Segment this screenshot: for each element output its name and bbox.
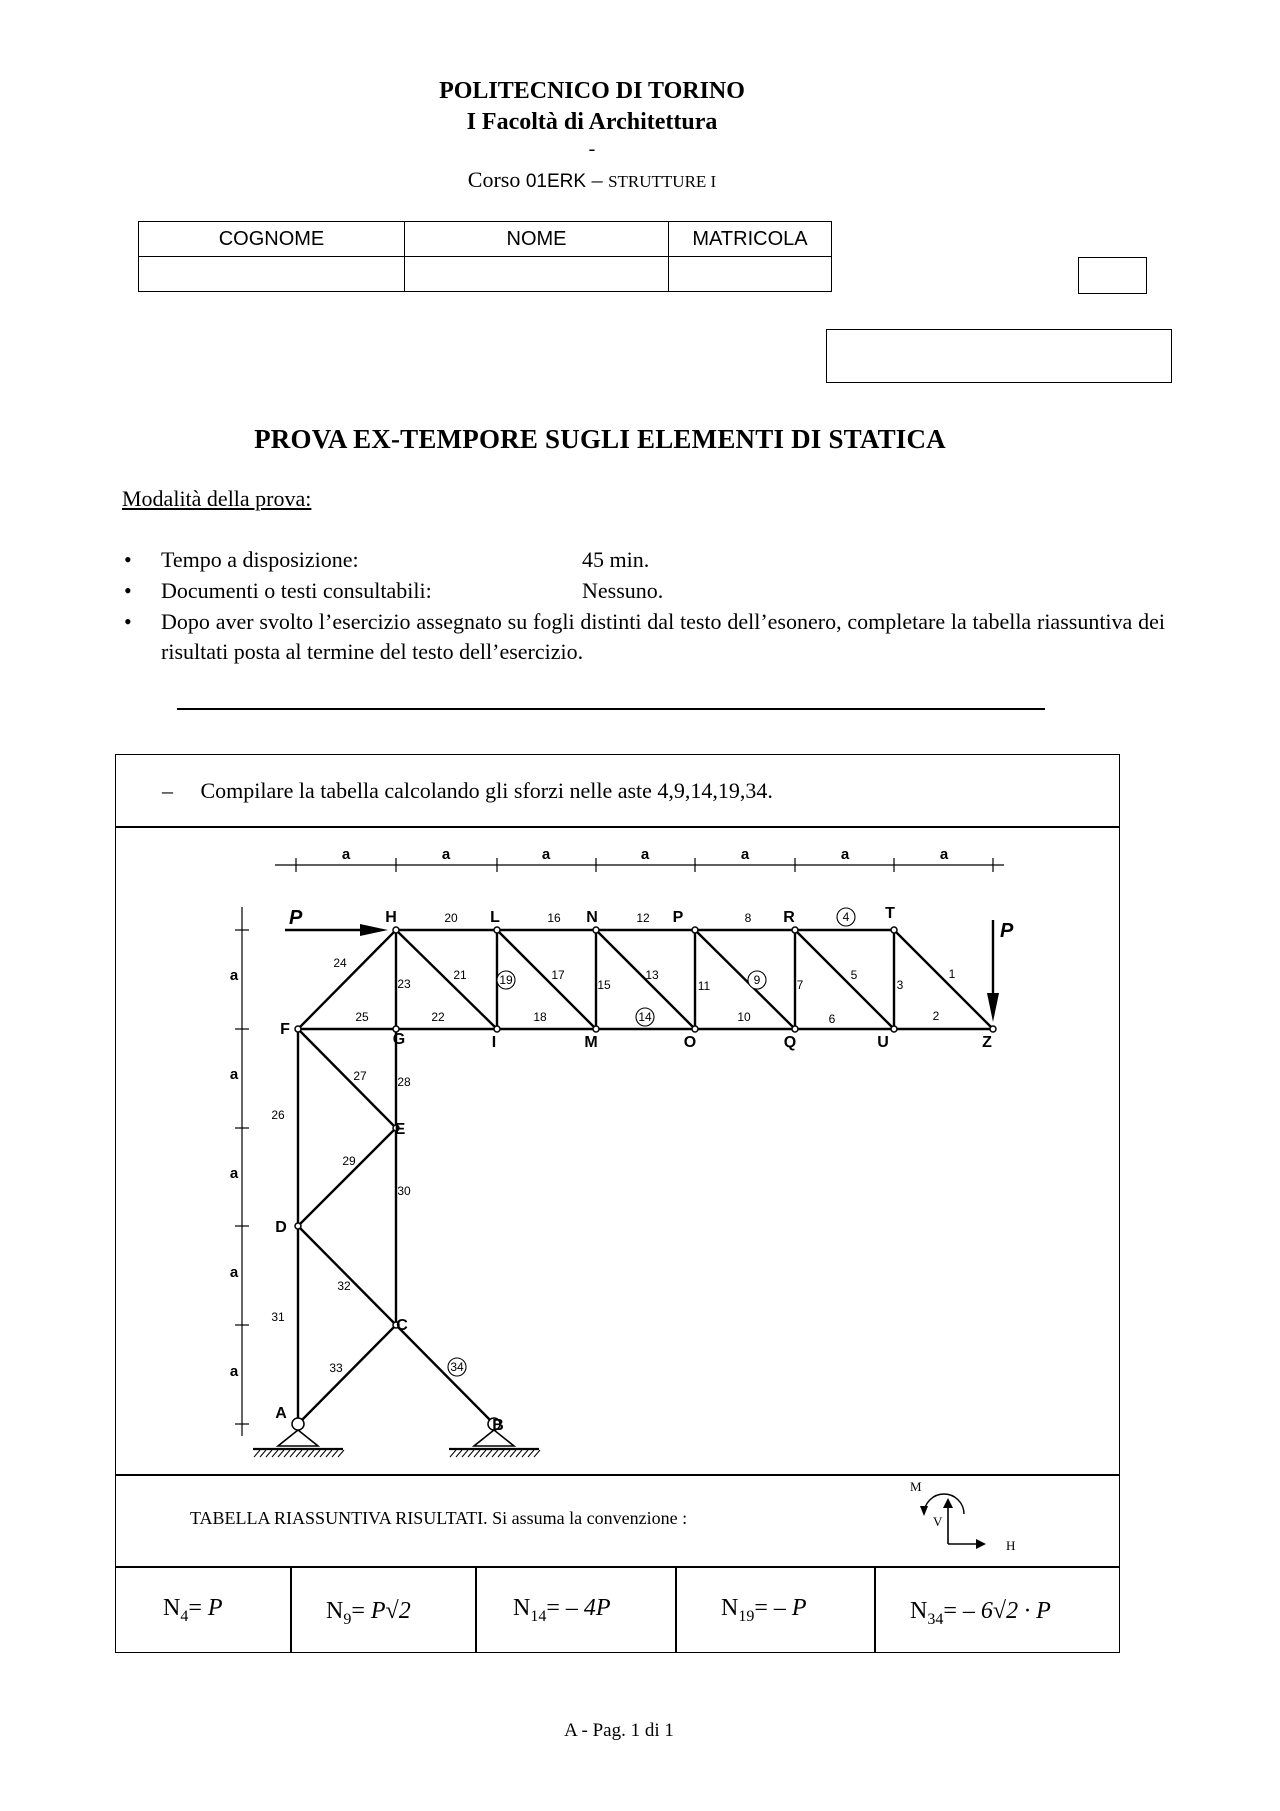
joint — [593, 927, 599, 933]
node-label: E — [394, 1121, 406, 1138]
result-symbol: N — [910, 1598, 928, 1624]
member-label: 8 — [744, 911, 752, 925]
member-34 — [396, 1325, 494, 1424]
instruction-text: Compilare la tabella calcolando gli sforzi nelle aste 4,9,14,19,34. — [200, 778, 773, 803]
member-label: 33 — [329, 1361, 343, 1375]
span-label: a — [229, 967, 239, 984]
bullet-dot: • — [124, 609, 132, 634]
member-label: 31 — [271, 1310, 285, 1324]
bullet-dot: • — [124, 578, 132, 603]
joint — [891, 1026, 897, 1032]
truss-joints — [292, 927, 996, 1430]
member-label: 27 — [353, 1069, 367, 1083]
joint — [990, 1026, 996, 1032]
member-label: 16 — [547, 911, 561, 925]
member-label: 24 — [333, 956, 347, 970]
result-equals: = — [546, 1595, 560, 1621]
span-label: a — [229, 1363, 239, 1380]
node-label: Z — [982, 1034, 992, 1051]
node-label: P — [672, 909, 684, 926]
member-label: 34 — [450, 1360, 464, 1374]
modalita-heading: Modalità della prova: — [122, 486, 312, 511]
node-label: O — [683, 1034, 697, 1051]
result-symbol: N — [513, 1595, 531, 1621]
member-label: 10 — [737, 1010, 751, 1024]
member-label: 7 — [796, 978, 804, 992]
member-label: 28 — [397, 1075, 411, 1089]
result-n9 — [326, 1598, 411, 1629]
member-label: 17 — [551, 968, 565, 982]
node-label: H — [385, 909, 397, 926]
member-29 — [298, 1128, 396, 1226]
result-value: – 6√2 · P — [962, 1598, 1051, 1624]
member-label: 23 — [397, 977, 411, 991]
joint — [393, 927, 399, 933]
result-value: – P — [773, 1595, 807, 1621]
results-caption: TABELLA RIASSUNTIVA RISULTATI. Si assuma la convenzione : — [190, 1508, 688, 1528]
span-label: a — [441, 846, 451, 863]
bullet-text: Dopo aver svolto l’esercizio assegnato su fogli distinti dal testo dell’esonero, completare la tabella riassuntiva dei risultati posta al termine del testo dell’esercizio. — [161, 609, 1165, 664]
member-label: 18 — [533, 1010, 547, 1024]
member-label: 4 — [842, 910, 850, 924]
convention-h-label: H — [1006, 1538, 1016, 1553]
result-symbol: N — [326, 1598, 344, 1624]
result-n34 — [910, 1598, 1051, 1629]
node-label: N — [586, 909, 598, 926]
span-label: a — [840, 846, 850, 863]
member-label: 29 — [342, 1154, 356, 1168]
member-label: 26 — [271, 1108, 285, 1122]
result-index: 14 — [530, 1607, 547, 1625]
member-5 — [795, 930, 894, 1029]
surname-header: COGNOME — [139, 222, 405, 257]
member-label: 9 — [753, 973, 761, 987]
member-label: 25 — [355, 1010, 369, 1024]
header-separator: - — [588, 138, 596, 160]
member-label: 6 — [828, 1012, 836, 1026]
result-value: P — [207, 1595, 223, 1621]
joint — [692, 1026, 698, 1032]
member-label: 2 — [932, 1009, 940, 1023]
page-footer: A - Pag. 1 di 1 — [564, 1720, 674, 1741]
member-32 — [298, 1226, 396, 1325]
node-label: F — [280, 1021, 290, 1038]
node-label: U — [877, 1034, 889, 1051]
result-index: 4 — [180, 1607, 189, 1625]
member-label: 30 — [397, 1184, 411, 1198]
member-label: 19 — [499, 973, 513, 987]
node-label: I — [491, 1034, 497, 1051]
joint — [494, 1026, 500, 1032]
joint — [593, 1026, 599, 1032]
member-label: 22 — [431, 1010, 445, 1024]
node-label: T — [885, 905, 895, 922]
member-label: 12 — [636, 911, 650, 925]
member-label: 21 — [453, 968, 467, 982]
joint — [792, 927, 798, 933]
load-label: P — [289, 907, 303, 929]
course-name: STRUTTURE I — [608, 172, 717, 191]
exam-title: PROVA EX-TEMPORE SUGLI ELEMENTI DI STATICA — [254, 424, 946, 454]
span-label: a — [541, 846, 551, 863]
result-equals: = — [754, 1595, 768, 1621]
instruction-dash: – — [162, 778, 173, 803]
member-label: 5 — [850, 968, 858, 982]
result-symbol: N — [721, 1595, 739, 1621]
bullet-value: 45 min. — [582, 547, 650, 572]
member-label: 3 — [896, 978, 904, 992]
convention-v-label: V — [933, 1514, 943, 1529]
node-label: G — [392, 1031, 406, 1048]
member-24 — [298, 930, 396, 1029]
result-n14 — [513, 1595, 611, 1626]
node-label: A — [275, 1405, 287, 1422]
span-label: a — [640, 846, 650, 863]
joint — [295, 1223, 301, 1229]
bullet-label: Documenti o testi consultabili: — [161, 578, 432, 603]
top-dimension-line — [275, 858, 1004, 872]
result-n19 — [721, 1595, 807, 1626]
node-label: R — [783, 909, 795, 926]
result-index: 34 — [927, 1610, 944, 1628]
member-label: 13 — [645, 968, 659, 982]
joint — [292, 1418, 304, 1430]
member-label: 32 — [337, 1279, 351, 1293]
course-dash: – — [591, 167, 603, 192]
node-label: L — [490, 909, 500, 926]
joint — [295, 1026, 301, 1032]
bullet-value: Nessuno. — [582, 578, 664, 603]
result-equals: = — [351, 1598, 365, 1624]
span-label: a — [229, 1264, 239, 1281]
span-label: a — [740, 846, 750, 863]
member-label: 14 — [638, 1010, 652, 1024]
name-header: NOME — [405, 222, 669, 257]
load-label: P — [1000, 920, 1014, 942]
node-label: C — [396, 1317, 408, 1334]
member-label: 11 — [697, 979, 711, 993]
bullet-dot: • — [124, 547, 132, 572]
node-label: Q — [783, 1034, 797, 1051]
member-27 — [298, 1029, 396, 1128]
node-label: B — [492, 1417, 504, 1434]
joint — [692, 927, 698, 933]
member-21 — [396, 930, 497, 1029]
member-label: 1 — [948, 967, 956, 981]
member-label: 15 — [597, 978, 611, 992]
member-label: 20 — [444, 911, 458, 925]
result-equals: = — [943, 1598, 957, 1624]
member-1 — [894, 930, 993, 1029]
supports — [253, 1430, 540, 1457]
result-n4 — [163, 1595, 223, 1626]
span-label: a — [939, 846, 949, 863]
hinge-support — [278, 1430, 318, 1446]
faculty-name: I Facoltà di Architettura — [466, 109, 718, 135]
result-index: 9 — [343, 1610, 352, 1628]
node-label: D — [275, 1219, 287, 1236]
course-code: 01ERK — [525, 171, 587, 192]
span-label: a — [229, 1165, 239, 1182]
joint — [494, 927, 500, 933]
result-equals: = — [188, 1595, 202, 1621]
convention-m-label: M — [910, 1479, 922, 1494]
member-33 — [298, 1325, 396, 1424]
span-label: a — [229, 1066, 239, 1083]
university-name: POLITECNICO DI TORINO — [439, 78, 745, 104]
joint — [891, 927, 897, 933]
course-prefix: Corso — [467, 167, 521, 192]
result-symbol: N — [163, 1595, 181, 1621]
result-index: 19 — [738, 1607, 755, 1625]
bullet-label: Tempo a disposizione: — [161, 547, 359, 572]
student-id-header: MATRICOLA — [669, 222, 832, 257]
result-value: – 4P — [565, 1595, 611, 1621]
node-label: M — [584, 1034, 598, 1051]
truss-members — [298, 930, 993, 1424]
span-label: a — [341, 846, 351, 863]
truss-labels — [230, 846, 1014, 1434]
joint — [792, 1026, 798, 1032]
result-value: P√2 — [370, 1598, 411, 1624]
